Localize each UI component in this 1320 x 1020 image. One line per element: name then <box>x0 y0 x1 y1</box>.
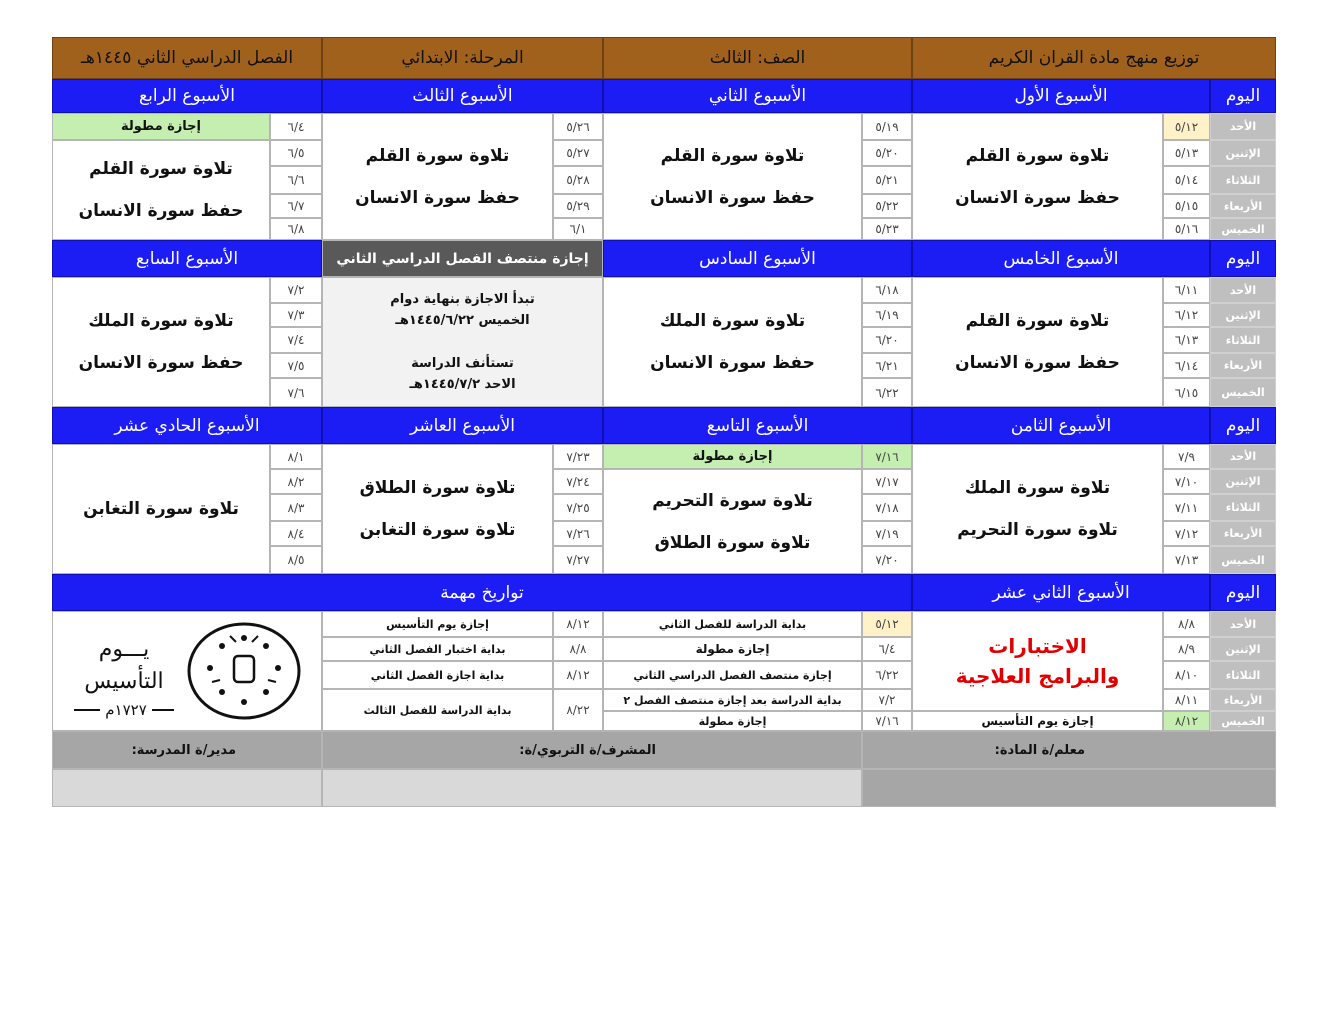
day-sun: الأحد <box>1210 444 1276 469</box>
date-cell: ٧/٩ <box>1163 444 1210 469</box>
date-cell: ٨/١٢ <box>1163 711 1210 731</box>
week-3-content <box>322 113 553 240</box>
lesson-line: تلاوة سورة التغابن <box>359 520 516 540</box>
date-cell: ٧/١٣ <box>1163 546 1210 574</box>
lesson-line: تلاوة سورة الطلاق <box>359 478 516 498</box>
important-date-text: بداية الدراسة للفصل الثالث <box>322 689 553 731</box>
day-header: اليوم <box>1210 240 1276 277</box>
day-mon: الإثنين <box>1210 140 1276 166</box>
lesson-line: تلاوة سورة التغابن <box>83 499 239 519</box>
holiday-cell: إجازة مطولة <box>52 113 270 140</box>
date-cell: ٦/٢٢ <box>862 661 912 689</box>
signature-principal: مدير/ة المدرسة: <box>52 731 322 769</box>
title-subject: توزيع منهج مادة القران الكريم <box>912 37 1276 79</box>
week-5-content <box>912 277 1163 407</box>
week-1-content <box>912 113 1163 240</box>
holiday-cell: إجازة يوم التأسيس <box>912 711 1163 731</box>
week-5-header: الأسبوع الخامس <box>912 240 1210 277</box>
lesson-line: تلاوة سورة القلم <box>965 145 1110 166</box>
date-cell: ٨/٨ <box>1163 611 1210 637</box>
day-mon: الإثنين <box>1210 637 1276 661</box>
date-cell: ٦/٢٠ <box>862 327 912 353</box>
date-cell: ٧/٢٥ <box>553 494 603 521</box>
date-cell: ٧/٢٣ <box>553 444 603 469</box>
signature-space-supervisor <box>322 769 862 807</box>
week-8-header: الأسبوع الثامن <box>912 407 1210 444</box>
date-cell: ٧/٢ <box>862 689 912 711</box>
important-date-text: إجازة منتصف الفصل الدراسي الثاني <box>603 661 862 689</box>
date-cell: ٨/٢٢ <box>553 689 603 731</box>
date-cell: ٧/١١ <box>1163 494 1210 521</box>
midterm-break-header: إجازة منتصف الفصل الدراسي الثاني <box>322 240 603 277</box>
date-cell: ٦/٥ <box>270 140 322 166</box>
lesson-line: تلاوة سورة التحريم <box>652 490 813 511</box>
date-cell: ٥/٢٧ <box>553 140 603 166</box>
day-thu: الخميس <box>1210 218 1276 240</box>
day-tue: الثلاثاء <box>1210 494 1276 521</box>
date-cell: ٥/٢٦ <box>553 113 603 140</box>
holiday-cell: إجازة مطولة <box>603 444 862 469</box>
lesson-line: تلاوة سورة الملك <box>659 311 806 331</box>
date-cell: ٥/٢٠ <box>862 140 912 166</box>
date-cell: ٨/٥ <box>270 546 322 574</box>
date-cell: ٨/٢ <box>270 469 322 494</box>
week-7-header: الأسبوع السابع <box>52 240 322 277</box>
date-cell: ٥/١٦ <box>1163 218 1210 240</box>
date-cell: ٧/١٩ <box>862 521 912 546</box>
lesson-line: تلاوة سورة الملك <box>964 478 1111 498</box>
day-wed: الأربعاء <box>1210 353 1276 378</box>
date-cell: ٦/٧ <box>270 194 322 218</box>
day-sun: الأحد <box>1210 611 1276 637</box>
lesson-line: تلاوة سورة القلم <box>365 145 510 166</box>
mid-line: تبدأ الاجازة بنهاية دوام <box>390 292 535 307</box>
lesson-line: تلاوة سورة التحريم <box>957 520 1118 540</box>
date-cell: ٥/٢١ <box>862 166 912 194</box>
exams-note <box>912 611 1163 711</box>
mid-line: تستأنف الدراسة <box>411 356 514 371</box>
week-9-header: الأسبوع التاسع <box>603 407 912 444</box>
date-cell: ٦/٨ <box>270 218 322 240</box>
lesson-line: حفظ سورة الانسان <box>355 187 520 208</box>
day-header: اليوم <box>1210 79 1276 113</box>
lesson-line: تلاوة سورة القلم <box>660 145 805 166</box>
date-cell: ٧/٤ <box>270 327 322 353</box>
week-3-header: الأسبوع الثالث <box>322 79 603 113</box>
date-cell: ٧/١٢ <box>1163 521 1210 546</box>
date-cell: ٧/٣ <box>270 303 322 327</box>
mid-line: الاحد ١٤٤٥/٧/٢هـ <box>409 377 516 392</box>
exam-line: الاختبارات <box>988 634 1087 658</box>
important-dates-header: تواريخ مهمة <box>52 574 912 611</box>
date-cell: ٦/٢٢ <box>862 378 912 407</box>
logo-subtitle: التأسيس <box>84 669 164 694</box>
week-6-header: الأسبوع السادس <box>603 240 912 277</box>
founding-day-emblem-icon <box>62 616 312 726</box>
week-1-header: الأسبوع الأول <box>912 79 1210 113</box>
date-cell: ٥/٢٨ <box>553 166 603 194</box>
day-tue: الثلاثاء <box>1210 166 1276 194</box>
date-cell: ٦/١ <box>553 218 603 240</box>
date-cell: ٧/٢٦ <box>553 521 603 546</box>
lesson-line: حفظ سورة الانسان <box>650 353 815 373</box>
lesson-line: تلاوة سورة القلم <box>89 159 233 179</box>
date-cell: ٥/٢٢ <box>862 194 912 218</box>
date-cell: ٦/١١ <box>1163 277 1210 303</box>
date-cell: ٧/١٠ <box>1163 469 1210 494</box>
date-cell: ٨/١ <box>270 444 322 469</box>
week-11-content <box>52 444 270 574</box>
day-mon: الإثنين <box>1210 469 1276 494</box>
founding-day-logo <box>52 611 322 731</box>
title-term: الفصل الدراسي الثاني ١٤٤٥هـ <box>52 37 322 79</box>
week-4-header: الأسبوع الرابع <box>52 79 322 113</box>
important-date-text: بداية الدراسة بعد إجازة منتصف الفصل ٢ <box>603 689 862 711</box>
lesson-line: حفظ سورة الانسان <box>650 187 815 208</box>
day-header: اليوم <box>1210 407 1276 444</box>
signature-space-principal <box>52 769 322 807</box>
week-7-content <box>52 277 270 407</box>
day-sun: الأحد <box>1210 113 1276 140</box>
lesson-line: تلاوة سورة القلم <box>965 311 1110 331</box>
lesson-line: تلاوة سورة الطلاق <box>654 532 811 553</box>
date-cell: ٧/٦ <box>270 378 322 407</box>
date-cell: ٥/١٤ <box>1163 166 1210 194</box>
date-cell: ٦/١٣ <box>1163 327 1210 353</box>
date-cell: ٦/٦ <box>270 166 322 194</box>
date-cell: ٧/١٧ <box>862 469 912 494</box>
day-wed: الأربعاء <box>1210 689 1276 711</box>
signature-space-teacher <box>862 769 1276 807</box>
week-11-header: الأسبوع الحادي عشر <box>52 407 322 444</box>
day-thu: الخميس <box>1210 378 1276 407</box>
date-cell: ٨/١٠ <box>1163 661 1210 689</box>
lesson-line: حفظ سورة الانسان <box>78 201 244 221</box>
date-cell: ٨/١٢ <box>553 661 603 689</box>
important-date-text: بداية الدراسة للفصل الثاني <box>603 611 862 637</box>
day-thu: الخميس <box>1210 711 1276 731</box>
date-cell: ٥/١٩ <box>862 113 912 140</box>
date-cell: ٨/١١ <box>1163 689 1210 711</box>
week-4-content <box>52 140 270 240</box>
date-cell: ٧/١٦ <box>862 711 912 731</box>
date-cell: ٦/١٤ <box>1163 353 1210 378</box>
week-6-content <box>603 277 862 407</box>
date-cell: ٧/١٦ <box>862 444 912 469</box>
important-date-text: بداية اختبار الفصل الثاني <box>322 637 553 661</box>
date-cell: ٥/٢٩ <box>553 194 603 218</box>
important-date-text: إجازة يوم التأسيس <box>322 611 553 637</box>
date-cell: ٧/٢٧ <box>553 546 603 574</box>
day-header: اليوم <box>1210 574 1276 611</box>
day-thu: الخميس <box>1210 546 1276 574</box>
signature-teacher: معلم/ة المادة: <box>862 731 1276 769</box>
day-sun: الأحد <box>1210 277 1276 303</box>
date-cell: ٥/١٢ <box>1163 113 1210 140</box>
title-stage: المرحلة: الابتدائي <box>322 37 603 79</box>
date-cell: ٦/٤ <box>270 113 322 140</box>
week-2-header: الأسبوع الثاني <box>603 79 912 113</box>
week-12-header: الأسبوع الثاني عشر <box>912 574 1210 611</box>
date-cell: ٦/٢١ <box>862 353 912 378</box>
date-cell: ٦/١٥ <box>1163 378 1210 407</box>
day-wed: الأربعاء <box>1210 194 1276 218</box>
day-tue: الثلاثاء <box>1210 327 1276 353</box>
date-cell: ٧/٢٠ <box>862 546 912 574</box>
week-8-content <box>912 444 1163 574</box>
date-cell: ٧/١٨ <box>862 494 912 521</box>
date-cell: ٥/١٢ <box>862 611 912 637</box>
date-cell: ٨/٨ <box>553 637 603 661</box>
week-2-content <box>603 113 862 240</box>
lesson-line: حفظ سورة الانسان <box>955 187 1120 208</box>
week-10-content <box>322 444 553 574</box>
day-mon: الإثنين <box>1210 303 1276 327</box>
important-date-text: بداية اجازة الفصل الثاني <box>322 661 553 689</box>
date-cell: ٦/٤ <box>862 637 912 661</box>
title-grade: الصف: الثالث <box>603 37 912 79</box>
date-cell: ٧/٥ <box>270 353 322 378</box>
date-cell: ٨/١٢ <box>553 611 603 637</box>
date-cell: ٨/٤ <box>270 521 322 546</box>
lesson-line: تلاوة سورة الملك <box>88 311 234 331</box>
logo-year: ١٧٢٧م <box>105 701 147 719</box>
exam-line: والبرامج العلاجية <box>955 664 1120 688</box>
lesson-line: حفظ سورة الانسان <box>78 353 244 373</box>
date-cell: ٦/١٩ <box>862 303 912 327</box>
week-9-content <box>603 469 862 574</box>
date-cell: ٥/١٣ <box>1163 140 1210 166</box>
date-cell: ٨/٩ <box>1163 637 1210 661</box>
date-cell: ٥/١٥ <box>1163 194 1210 218</box>
logo-title: يـــوم <box>98 637 150 662</box>
important-date-text: إجازة مطولة <box>603 711 862 731</box>
date-cell: ٨/٣ <box>270 494 322 521</box>
date-cell: ٥/٢٣ <box>862 218 912 240</box>
date-cell: ٦/١٢ <box>1163 303 1210 327</box>
day-tue: الثلاثاء <box>1210 661 1276 689</box>
date-cell: ٧/٢ <box>270 277 322 303</box>
important-date-text: إجازة مطولة <box>603 637 862 661</box>
week-10-header: الأسبوع العاشر <box>322 407 603 444</box>
signature-supervisor: المشرف/ة التربوي/ة: <box>322 731 862 769</box>
day-wed: الأربعاء <box>1210 521 1276 546</box>
midterm-break-note <box>322 277 603 407</box>
mid-line: الخميس ١٤٤٥/٦/٢٢هـ <box>395 313 530 328</box>
lesson-line: حفظ سورة الانسان <box>955 353 1120 373</box>
date-cell: ٧/٢٤ <box>553 469 603 494</box>
date-cell: ٦/١٨ <box>862 277 912 303</box>
